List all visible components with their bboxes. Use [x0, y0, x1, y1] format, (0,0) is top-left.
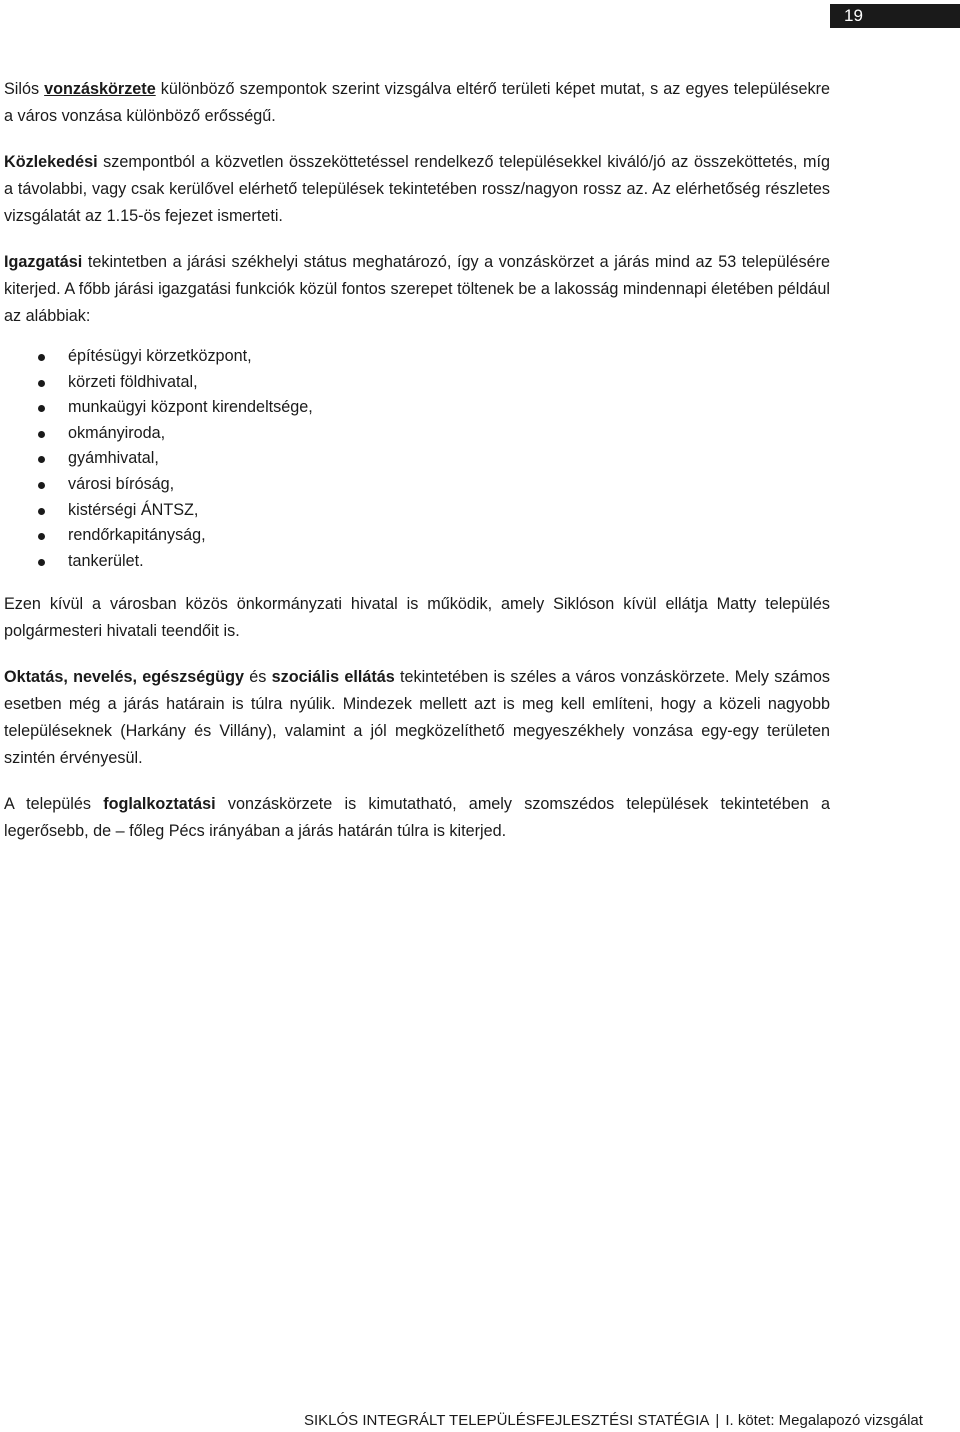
education-connector: és	[243, 668, 272, 687]
footer-volume: I. kötet: Megalapozó vizsgálat	[725, 1412, 923, 1429]
intro-text-post: különböző szempontok szerint vizsgálva eltérő területi képet mutat, s az egyes településekre a város vonzása különböző erősségű.	[4, 80, 830, 125]
list-item: rendőrkapitányság,	[4, 523, 830, 549]
list-item: tankerület.	[4, 549, 830, 575]
list-item: építésügyi körzetközpont,	[4, 344, 830, 370]
paragraph-education	[4, 664, 830, 772]
transport-text: szempontból a közvetlen összeköttetéssel rendelkező településekkel kiváló/jó az összeköttetés, míg a távolabbi, vagy csak kerülővel elérhető települések tekintetében rossz/nagyon rossz az. Az elérhetőség részletes vizsgálatát az 1.15-ös fejezet ismerteti.	[4, 153, 830, 225]
footer-separator: |	[715, 1412, 720, 1429]
paragraph-administration	[4, 249, 830, 330]
education-text: tekintetében is széles a város vonzáskörzete. Mely számos esetben még a járás határain is túlra nyúlik. Mindezek mellett azt is meg kell említeni, hogy a közeli nagyobb településeknek (Harkány és Villány), valamint a jól megközelíthető megyeszékhely vonzása egy-egy területen szintén érvényesül.	[4, 668, 830, 768]
administration-heading: Igazgatási	[4, 253, 83, 271]
paragraph-joint-office: Ezen kívül a városban közös önkormányzati hivatal is működik, amely Siklóson kívül ellátja Matty település polgármesteri hivatali teendőit is.	[4, 595, 830, 641]
intro-text-pre: Silós	[4, 80, 45, 98]
paragraph-employment	[4, 791, 830, 845]
paragraph-transport	[4, 149, 830, 230]
administration-text: tekintetben a járási székhelyi státus meghatározó, így a vonzáskörzet a járás mind az 53 településére kiterjed. A főbb járási igazgatási funkciók közül fontos szerepet töltenek be a lakosság mindennapi életében például az alábbiak:	[4, 253, 830, 325]
employment-text-pre: A település	[4, 795, 104, 814]
employment-heading: foglalkoztatási	[103, 795, 216, 814]
page-footer	[304, 1410, 923, 1432]
list-item: körzeti földhivatal,	[4, 370, 830, 396]
employment-text: vonzáskörzete is kimutatható, amely szomszédos települések tekintetében a legerősebb, de – főleg Pécs irányában a járás határán túlra is kiterjed.	[4, 795, 830, 841]
social-heading: szociális ellátás	[271, 668, 395, 687]
footer-title: SIKLÓS INTEGRÁLT TELEPÜLÉSFEJLESZTÉSI STATÉGIA	[304, 1412, 710, 1429]
administration-list	[4, 344, 830, 574]
intro-term: vonzáskörzete	[44, 80, 156, 98]
paragraph-intro	[4, 76, 830, 130]
list-item: okmányiroda,	[4, 421, 830, 447]
list-item: városi bíróság,	[4, 472, 830, 498]
education-heading: Oktatás, nevelés, egészségügy	[4, 668, 244, 687]
list-item: munkaügyi központ kirendeltsége,	[4, 395, 830, 421]
list-item: kistérségi ÁNTSZ,	[4, 498, 830, 524]
document-body	[4, 76, 830, 864]
list-item: gyámhivatal,	[4, 446, 830, 472]
page-number	[830, 4, 960, 28]
transport-heading: Közlekedési	[4, 153, 98, 171]
page-number-text: 19	[844, 6, 863, 25]
